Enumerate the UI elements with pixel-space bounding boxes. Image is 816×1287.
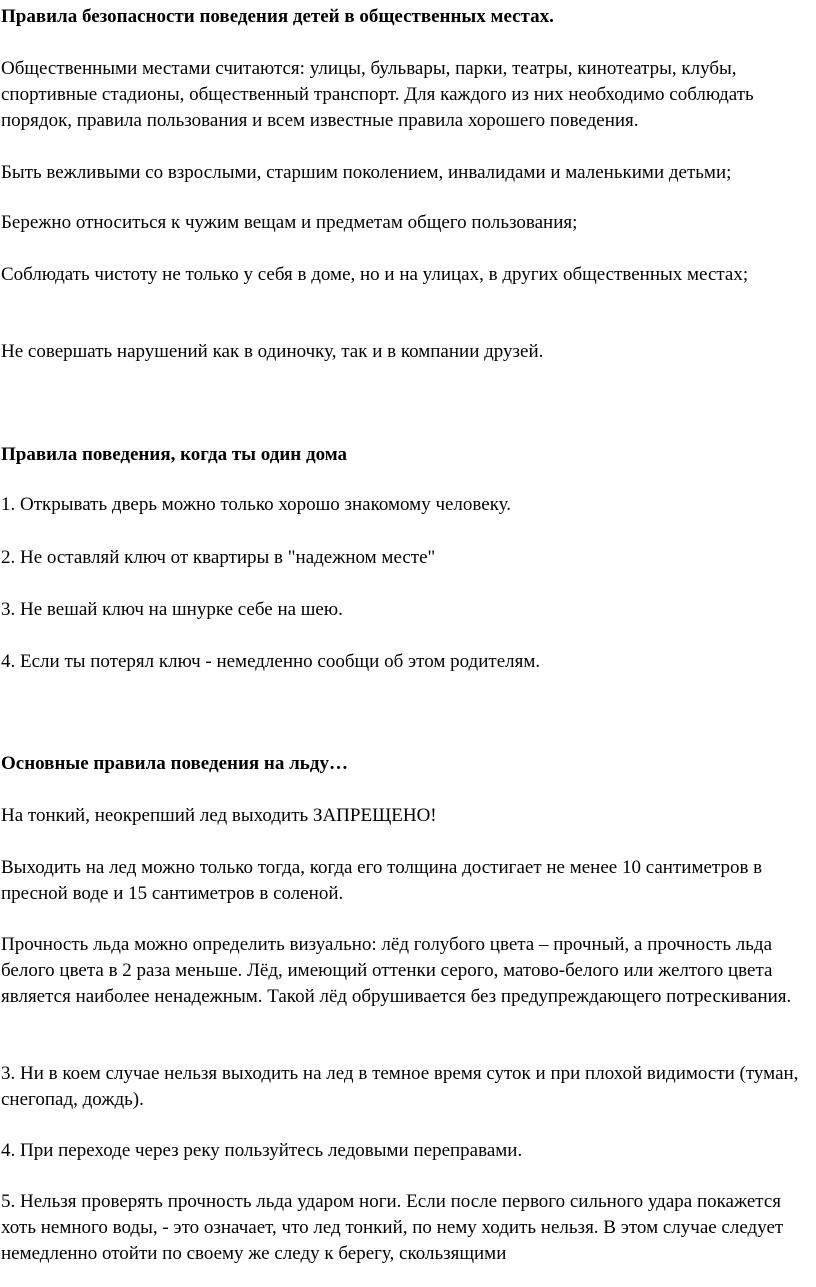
section1-rule: Соблюдать чистоту не только у себя в доме, но и на улицах, в других общественных местах; [1, 264, 749, 285]
section3-rule: 5. Нельзя проверять прочность льда ударом ноги. Если после первого сильного удара покажется хоть немного воды, - это означает, что лед тонкий, по нему ходить нельзя. В этом случае следует немедленно отойти по своему же следу к берегу, скользящими [1, 1191, 784, 1264]
section3-rule: 4. При переходе через реку пользуйтесь ледовыми переправами. [1, 1140, 523, 1161]
section2-rule: 4. Если ты потерял ключ - немедленно сообщи об этом родителям. [1, 651, 541, 672]
section1-intro: Общественными местами считаются: улицы, бульвары, парки, театры, кинотеатры, клубы, спортивные стадионы, общественный транспорт. Для каждого из них необходимо соблюдать порядок, правила пользования и всем известные правила хорошего поведения. [1, 58, 754, 131]
section2-rule: 3. Не вешай ключ на шнурке себе на шею. [1, 599, 343, 620]
section3-rule: На тонкий, неокрепший лед выходить ЗАПРЕЩЕНО! [1, 805, 437, 826]
section1-rule: Не совершать нарушений как в одиночку, так и в компании друзей. [1, 341, 544, 362]
section2-rule: 1. Открывать дверь можно только хорошо знакомому человеку. [1, 494, 512, 515]
section2-rule: 2. Не оставляй ключ от квартиры в "надежном месте" [1, 547, 436, 568]
section3-rule: 3. Ни в коем случае нельзя выходить на лед в темное время суток и при плохой видимости (туман, снегопад, дождь). [1, 1063, 799, 1110]
section3-rule: Прочность льда можно определить визуально: лёд голубого цвета – прочный, а прочность льда белого цвета в 2 раза меньше. Лёд, имеющий оттенки серого, матово-белого или желтого цвета является наиболее ненадежным. Такой лёд обрушивается без предупреждающего потрескивания. [1, 934, 792, 1007]
section2-heading: Правила поведения, когда ты один дома [1, 444, 348, 465]
section1-heading: Правила безопасности поведения детей в общественных местах. [1, 6, 554, 27]
section3-rule: Выходить на лед можно только тогда, когда его толщина достигает не менее 10 сантиметров в пресной воде и 15 сантиметров в соленой. [1, 857, 763, 904]
section1-rule: Быть вежливыми со взрослыми, старшим поколением, инвалидами и маленькими детьми; [1, 162, 732, 183]
section1-rule: Бережно относиться к чужим вещам и предметам общего пользования; [1, 212, 578, 233]
section3-heading: Основные правила поведения на льду… [1, 753, 348, 774]
